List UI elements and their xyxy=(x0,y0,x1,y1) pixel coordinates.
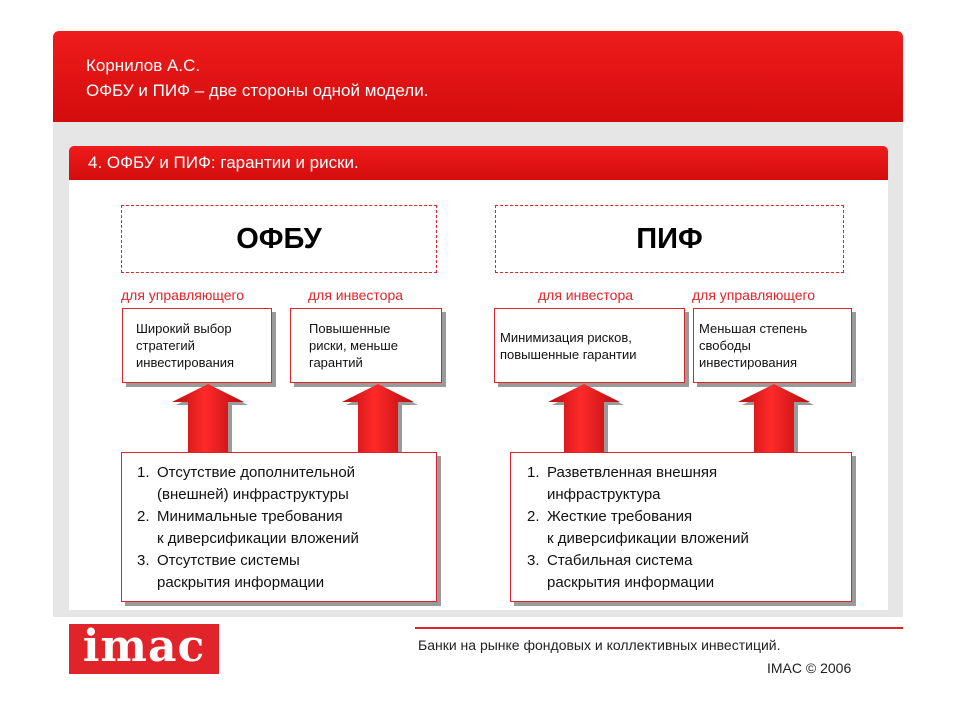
ofbu-investor-box-text: Повышенные риски, меньше гарантий xyxy=(309,321,398,370)
list-item xyxy=(137,462,359,506)
list-item xyxy=(137,550,359,594)
list-item-number: 3. xyxy=(137,552,150,569)
list-item-text: Отсутствие системы раскрытия информации xyxy=(157,552,325,591)
list-item-number: 2. xyxy=(137,508,150,525)
list-item xyxy=(527,506,749,550)
footer-text: Банки на рынке фондовых и коллективных инвестиций. xyxy=(418,637,781,653)
arrow-up-icon xyxy=(342,384,418,458)
pif-title-box: ПИФ xyxy=(495,205,844,273)
pif-investor-box-text: Минимизация рисков, повышенные гарантии xyxy=(500,329,637,362)
ofbu-factors-list xyxy=(137,462,359,594)
arrow-up-icon xyxy=(172,384,248,458)
list-item-number: 1. xyxy=(137,464,150,481)
footer-divider xyxy=(415,627,903,629)
list-item-number: 3. xyxy=(527,552,540,569)
list-item-number: 2. xyxy=(527,508,540,525)
list-item-text: Отсутствие дополнительной (внешней) инфраструктуры xyxy=(157,464,356,503)
logo-text: imac xyxy=(82,621,206,672)
ofbu-factors-box xyxy=(121,452,437,602)
arrow-up-icon xyxy=(548,384,624,458)
ofbu-title-box: ОФБУ xyxy=(121,205,437,273)
section-title: 4. ОФБУ и ПИФ: гарантии и риски. xyxy=(88,153,359,172)
author-name: Корнилов А.С. xyxy=(86,56,201,75)
footer-copyright: IMAC © 2006 xyxy=(767,660,852,676)
pif-factors-list xyxy=(527,462,749,594)
pif-manager-box-text: Меньшая степень свободы инвестирования xyxy=(699,321,808,370)
arrow-up-icon xyxy=(738,384,814,458)
list-item xyxy=(527,462,749,506)
pif-label-manager: для управляющего xyxy=(692,287,816,303)
list-item-number: 1. xyxy=(527,464,540,481)
ofbu-label-manager: для управляющего xyxy=(121,287,245,303)
ofbu-manager-box-text: Широкий выбор стратегий инвестирования xyxy=(136,321,235,370)
imac-logo xyxy=(69,621,219,674)
list-item-text: Жесткие требования к диверсификации вложений xyxy=(547,508,749,547)
slide-title: ОФБУ и ПИФ – две стороны одной модели. xyxy=(86,81,429,100)
pif-factors-box xyxy=(510,452,852,602)
list-item-text: Стабильная система раскрытия информации xyxy=(547,552,715,591)
pif-label-investor: для инвестора xyxy=(538,287,634,303)
list-item-text: Разветвленная внешняя инфраструктура xyxy=(547,464,718,503)
ofbu-label-investor: для инвестора xyxy=(308,287,404,303)
list-item xyxy=(527,550,749,594)
list-item-text: Минимальные требования к диверсификации вложений xyxy=(157,508,359,547)
list-item xyxy=(137,506,359,550)
